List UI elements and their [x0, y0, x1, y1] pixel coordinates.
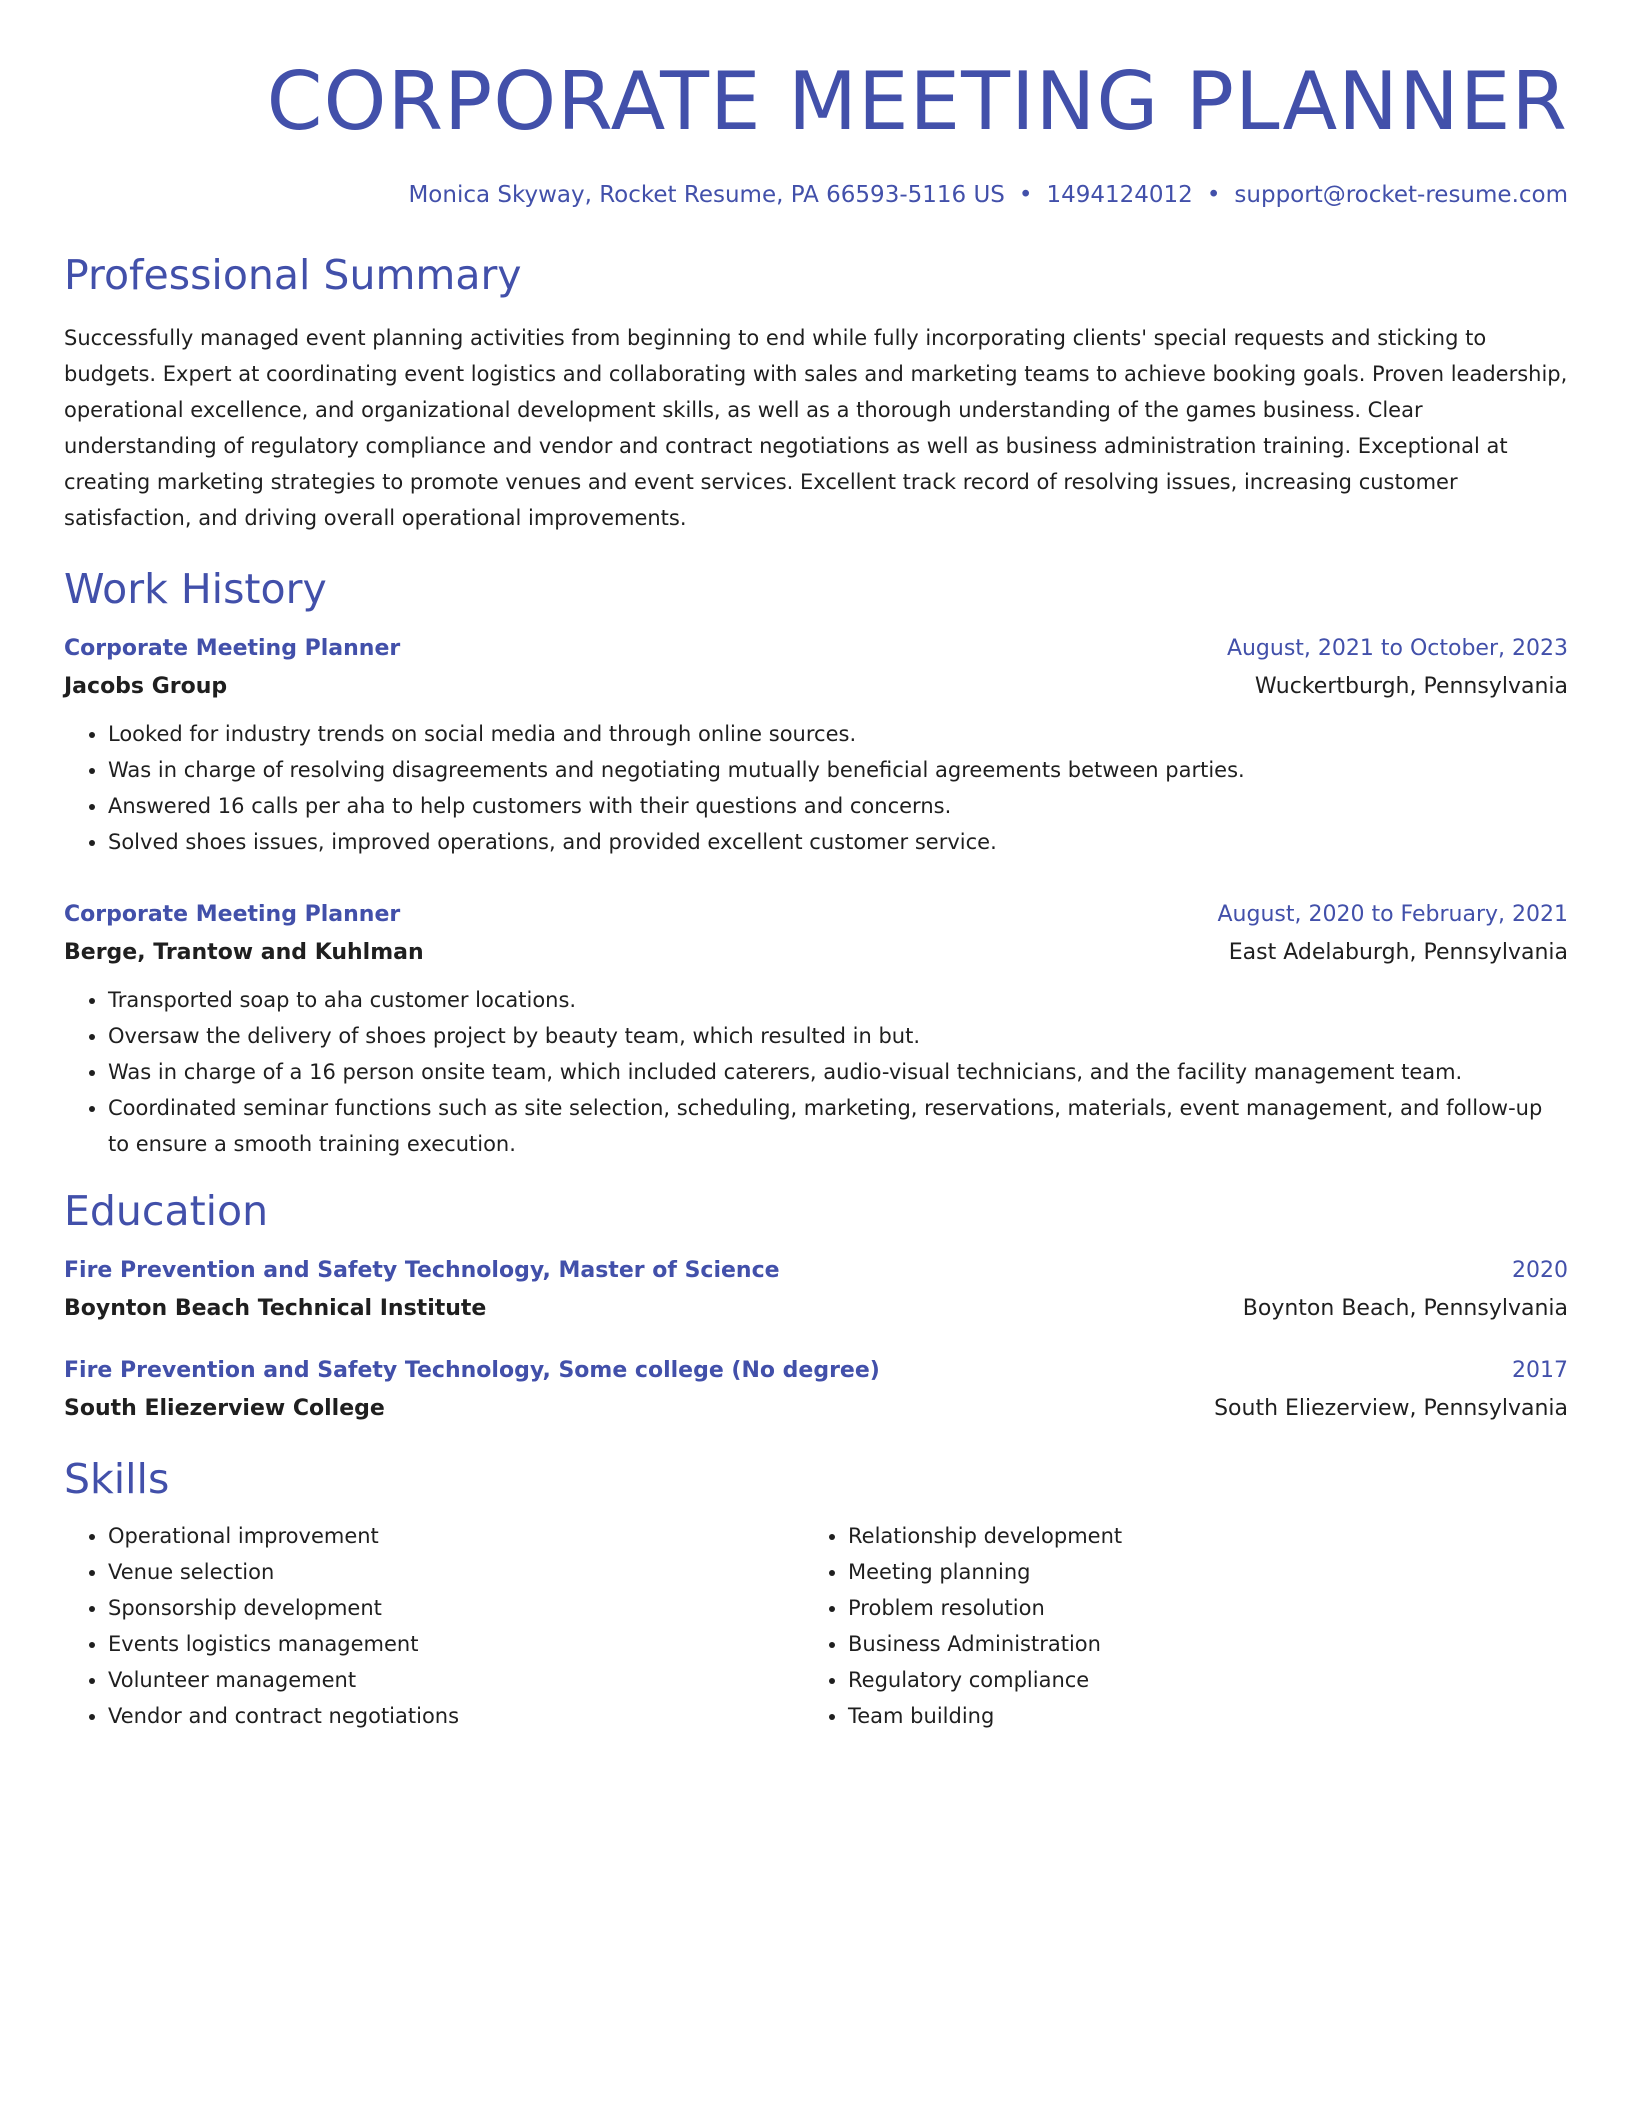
company-name: Jacobs Group: [64, 674, 228, 699]
job-dates: August, 2021 to October, 2023: [1226, 636, 1568, 661]
skill-item: • Problem resolution: [848, 1590, 1544, 1626]
job-title: Corporate Meeting Planner: [64, 902, 401, 927]
school-location: South Eliezerview, Pennsylvania: [1214, 1396, 1568, 1421]
company-name: Berge, Trantow and Kuhlman: [64, 940, 424, 965]
skill-item: • Vendor and contract negotiations: [108, 1698, 804, 1734]
job-bullet: • Solved shoes issues, improved operations, and provided excellent customer service.: [108, 824, 1568, 860]
job-bullet: • Coordinated seminar functions such as site selection, scheduling, marketing, reservations, materials, event management, and follow-up to ensure a smooth training execution.: [108, 1090, 1568, 1162]
skill-item: • Events logistics management: [108, 1626, 804, 1662]
work-entry-header: [64, 896, 1568, 934]
contact-separator: •: [1018, 182, 1033, 208]
candidate-name: CORPORATE MEETING PLANNER: [266, 55, 1568, 148]
job-bullet: • Oversaw the delivery of shoes project by beauty team, which resulted in but.: [108, 1018, 1568, 1054]
degree-title: Fire Prevention and Safety Technology, Some college (No degree): [64, 1358, 880, 1383]
contact-separator: •: [1206, 182, 1221, 208]
section-title-summary: Professional Summary: [64, 251, 522, 299]
job-dates: August, 2020 to February, 2021: [1217, 902, 1568, 927]
job-bullet: • Looked for industry trends on social media and through online sources.: [108, 716, 1568, 752]
work-entry-subheader: [64, 934, 1568, 972]
contact-email[interactable]: support@rocket-resume.com: [1234, 182, 1568, 208]
skill-item: • Sponsorship development: [108, 1590, 804, 1626]
work-entry-subheader: [64, 668, 1568, 706]
work-entry: [64, 896, 1568, 1162]
job-bullets: [64, 982, 1568, 1162]
education-entry: [64, 1352, 1568, 1428]
job-location: Wuckertburgh, Pennsylvania: [1254, 674, 1568, 699]
contact-line: [64, 180, 1568, 210]
job-bullets: [64, 716, 1568, 860]
section-title-education: Education: [64, 1187, 269, 1235]
job-title: Corporate Meeting Planner: [64, 636, 401, 661]
skill-item: • Venue selection: [108, 1554, 804, 1590]
skill-item: • Team building: [848, 1698, 1544, 1734]
graduation-year: 2017: [1512, 1358, 1568, 1383]
contact-address: Monica Skyway, Rocket Resume, PA 66593-5116 US: [408, 182, 1005, 208]
skill-item: • Regulatory compliance: [848, 1662, 1544, 1698]
skill-item: • Operational improvement: [108, 1518, 804, 1554]
degree-title: Fire Prevention and Safety Technology, Master of Science: [64, 1258, 780, 1283]
job-bullet: • Was in charge of resolving disagreements and negotiating mutually beneficial agreements between parties.: [108, 752, 1568, 788]
skills-columns: [64, 1518, 1568, 1734]
resume-header: [64, 54, 1568, 210]
education-entry-header: [64, 1252, 1568, 1290]
section-title-skills: Skills: [64, 1455, 170, 1503]
job-bullet: • Transported soap to aha customer locations.: [108, 982, 1568, 1018]
job-bullet: • Was in charge of a 16 person onsite team, which included caterers, audio-visual technicians, and the facility management team.: [108, 1054, 1568, 1090]
section-title-work-history: Work History: [64, 565, 327, 613]
education-entry-subheader: [64, 1290, 1568, 1328]
skill-item: • Relationship development: [848, 1518, 1544, 1554]
school-name: Boynton Beach Technical Institute: [64, 1296, 487, 1321]
education-entry-subheader: [64, 1390, 1568, 1428]
job-location: East Adelaburgh, Pennsylvania: [1228, 940, 1568, 965]
work-entry-header: [64, 630, 1568, 668]
work-entry: [64, 630, 1568, 860]
graduation-year: 2020: [1512, 1258, 1568, 1283]
skills-list-left: [64, 1518, 804, 1734]
skill-item: • Meeting planning: [848, 1554, 1544, 1590]
skills-list-right: [804, 1518, 1544, 1734]
school-location: Boynton Beach, Pennsylvania: [1242, 1296, 1568, 1321]
skill-item: • Volunteer management: [108, 1662, 804, 1698]
skill-item: • Business Administration: [848, 1626, 1544, 1662]
contact-phone: 1494124012: [1046, 182, 1193, 208]
summary-text: Successfully managed event planning activities from beginning to end while fully incorporating clients' special requests and sticking to budgets. Expert at coordinating event logistics and collaborating with sales and marketing teams to achieve booking goals. Proven leadership, operational excellence, and organizational development skills, as well as a thorough understanding of the games business. Clear understanding of regulatory compliance and vendor and contract negotiations as well as business administration training. Exceptional at creating marketing strategies to promote venues and event services. Excellent track record of resolving issues, increasing customer satisfaction, and driving overall operational improvements.: [64, 326, 1568, 530]
education-entry-header: [64, 1352, 1568, 1390]
school-name: South Eliezerview College: [64, 1396, 385, 1421]
education-entry: [64, 1252, 1568, 1328]
job-bullet: • Answered 16 calls per aha to help customers with their questions and concerns.: [108, 788, 1568, 824]
